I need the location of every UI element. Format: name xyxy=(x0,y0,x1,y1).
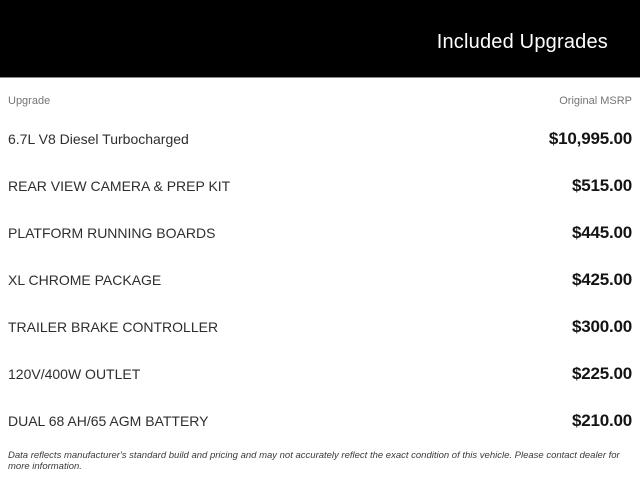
table-row xyxy=(8,115,632,162)
upgrade-label: 120V/400W OUTLET xyxy=(8,365,141,382)
column-header-upgrade: Upgrade xyxy=(8,95,51,107)
table-row xyxy=(8,162,632,209)
upgrade-label: XL CHROME PACKAGE xyxy=(8,271,162,288)
upgrade-label: TRAILER BRAKE CONTROLLER xyxy=(8,318,219,335)
table-body xyxy=(8,115,632,444)
upgrade-price: $425.00 xyxy=(571,269,632,289)
upgrade-label: 6.7L V8 Diesel Turbocharged xyxy=(8,130,189,147)
table-row xyxy=(8,397,632,444)
upgrade-price: $515.00 xyxy=(571,175,632,195)
column-header-original-msrp: Original MSRP xyxy=(559,95,632,107)
table-row xyxy=(8,209,632,256)
table-row xyxy=(8,256,632,303)
upgrades-table xyxy=(0,78,640,444)
upgrade-label: DUAL 68 AH/65 AGM BATTERY xyxy=(8,412,209,429)
upgrade-price: $10,995.00 xyxy=(548,128,632,148)
disclaimer-text: Data reflects manufacturer's standard build and pricing and may not accurately reflect the exact condition of this vehicle. Please contact dealer for more information. xyxy=(8,450,620,472)
table-row xyxy=(8,350,632,397)
upgrade-price: $300.00 xyxy=(571,316,632,336)
page-title: Included Upgrades xyxy=(436,31,608,53)
disclaimer-footer xyxy=(0,444,640,472)
table-header-row xyxy=(8,78,632,115)
upgrade-label: REAR VIEW CAMERA & PREP KIT xyxy=(8,177,231,194)
upgrade-price: $225.00 xyxy=(571,363,632,383)
upgrade-price: $210.00 xyxy=(571,410,632,430)
upgrade-label: PLATFORM RUNNING BOARDS xyxy=(8,224,216,241)
table-row xyxy=(8,303,632,350)
upgrade-price: $445.00 xyxy=(571,222,632,242)
header-banner xyxy=(0,0,640,78)
